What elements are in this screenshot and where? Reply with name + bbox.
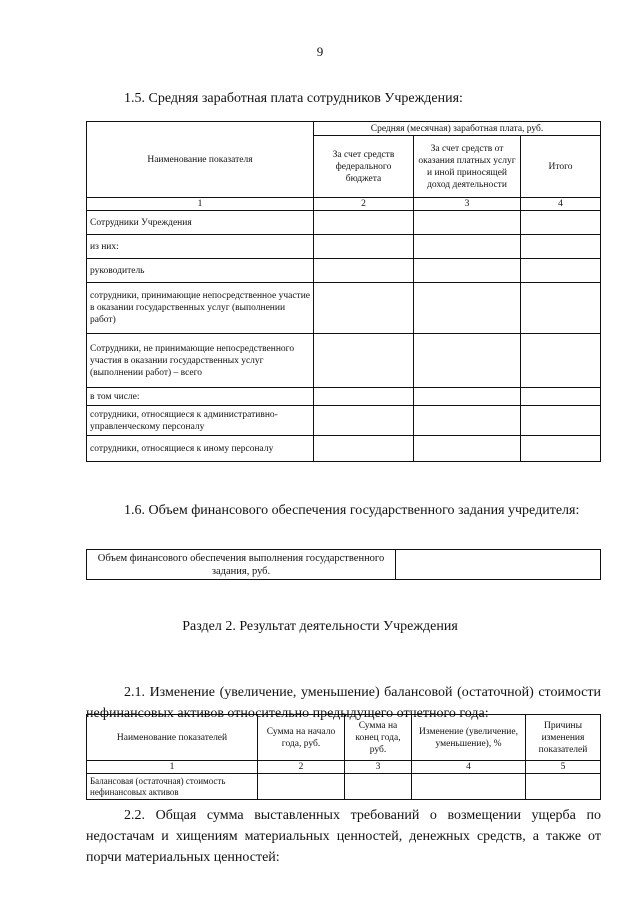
table-cell xyxy=(521,334,601,388)
col-header-name: Наименование показателя xyxy=(87,122,314,198)
table-cell xyxy=(314,334,414,388)
table-cell xyxy=(521,406,601,436)
section-2-title: Раздел 2. Результат деятельности Учреждения xyxy=(182,619,458,634)
funding-label: Объем финансового обеспечения выполнения государственного задания, руб. xyxy=(87,550,396,580)
col-number: 3 xyxy=(345,761,412,774)
table-cell xyxy=(414,334,521,388)
table-cell xyxy=(521,259,601,283)
col-number: 1 xyxy=(87,761,258,774)
table-cell xyxy=(396,550,601,580)
table-cell xyxy=(412,774,526,800)
row-label: из них: xyxy=(87,235,314,259)
col-header-federal: За счет средств федерального бюджета xyxy=(314,136,414,198)
col-number: 2 xyxy=(258,761,345,774)
section-1-5-heading: 1.5. Средняя заработная плата сотрудников Учреждения: xyxy=(124,91,463,106)
col-number: 4 xyxy=(412,761,526,774)
row-label: Сотрудники, не принимающие непосредственного участия в оказании государственных услуг (выполнении работ) – всего xyxy=(87,334,314,388)
col-number: 3 xyxy=(414,198,521,211)
table-cell xyxy=(414,211,521,235)
row-label: Сотрудники Учреждения xyxy=(87,211,314,235)
table-cell xyxy=(521,235,601,259)
table-cell xyxy=(345,774,412,800)
row-label: сотрудники, относящиеся к административно-управленческому персоналу xyxy=(87,406,314,436)
col-number: 2 xyxy=(314,198,414,211)
row-label: руководитель xyxy=(87,259,314,283)
table-cell xyxy=(414,283,521,334)
table-cell xyxy=(521,388,601,406)
section-2-1-text: 2.1. Изменение (увеличение, уменьшение) балансовой (остаточной) стоимости нефинансовых активов относительно предыдущего отчетного года: xyxy=(86,685,601,721)
row-label: в том числе: xyxy=(87,388,314,406)
col-header-change: Изменение (увеличение, уменьшение), % xyxy=(412,715,526,761)
table-cell xyxy=(314,235,414,259)
col-header-group: Средняя (месячная) заработная плата, руб. xyxy=(314,122,601,136)
col-number: 5 xyxy=(526,761,601,774)
col-header-name: Наименование показателей xyxy=(87,715,258,761)
table-cell xyxy=(314,436,414,462)
table-cell xyxy=(414,235,521,259)
section-2-2-text: 2.2. Общая сумма выставленных требований о возмещении ущерба по недостачам и хищениям материальных ценностей, денежных средств, а также от порчи материальных ценностей: xyxy=(86,808,601,865)
table-cell xyxy=(314,259,414,283)
section-1-6-text: 1.6. Объем финансового обеспечения государственного задания учредителя: xyxy=(124,503,580,518)
table-cell xyxy=(314,211,414,235)
table-cell xyxy=(314,406,414,436)
table-cell xyxy=(414,436,521,462)
table-cell xyxy=(521,211,601,235)
table-cell xyxy=(521,283,601,334)
funding-table xyxy=(86,549,601,580)
table-cell xyxy=(414,388,521,406)
table-cell xyxy=(526,774,601,800)
table-cell xyxy=(314,388,414,406)
table-cell xyxy=(521,436,601,462)
col-header-total: Итого xyxy=(521,136,601,198)
col-number: 1 xyxy=(87,198,314,211)
row-label: сотрудники, относящиеся к иному персоналу xyxy=(87,436,314,462)
col-header-start: Сумма на начало года, руб. xyxy=(258,715,345,761)
col-header-reasons: Причины изменения показателей xyxy=(526,715,601,761)
col-number: 4 xyxy=(521,198,601,211)
col-header-paid: За счет средств от оказания платных услуг и иной приносящей доход деятельности xyxy=(414,136,521,198)
row-label: Балансовая (остаточная) стоимость нефинансовых активов xyxy=(87,774,258,800)
row-label: сотрудники, принимающие непосредственное участие в оказании государственных услуг (выполнении работ) xyxy=(87,283,314,334)
col-header-end: Сумма на конец года, руб. xyxy=(345,715,412,761)
table-cell xyxy=(314,283,414,334)
page-number: 9 xyxy=(316,44,324,59)
table-cell xyxy=(414,406,521,436)
table-cell xyxy=(258,774,345,800)
salary-table xyxy=(86,121,601,462)
table-cell xyxy=(414,259,521,283)
assets-table xyxy=(86,714,601,800)
